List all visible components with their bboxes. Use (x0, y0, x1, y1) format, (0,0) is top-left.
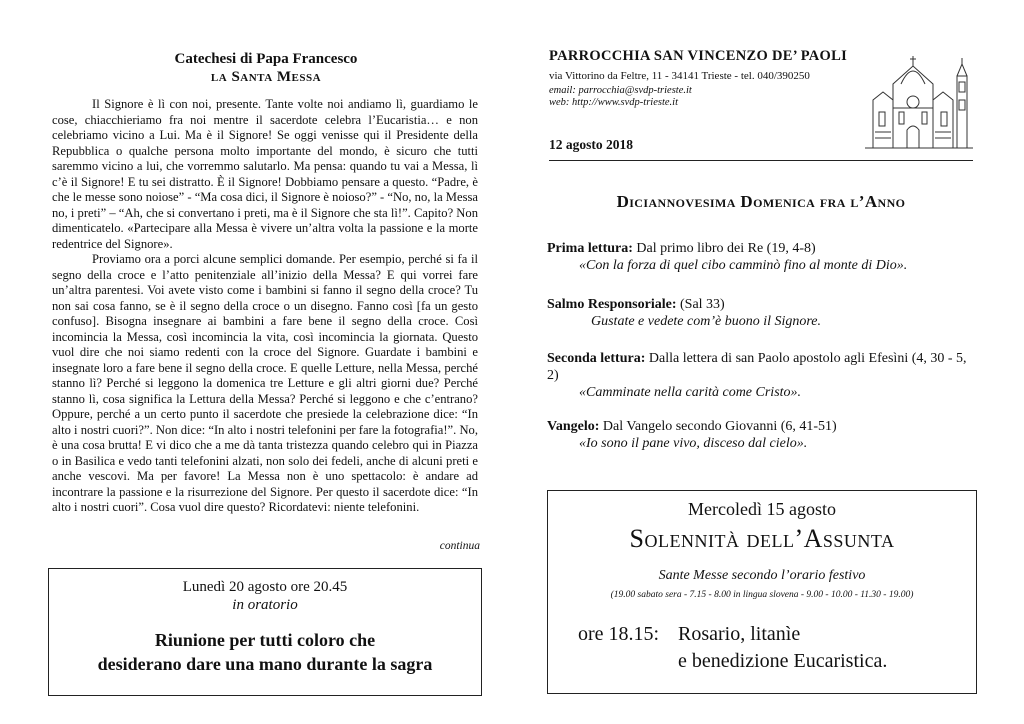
right-page (512, 0, 1024, 724)
catechesis-subtitle: la Santa Messa (210, 69, 322, 85)
reading-source: Dal Vangelo secondo Giovanni (6, 41-51) (599, 419, 837, 434)
feast-day: Mercoledì 15 agosto (688, 499, 836, 519)
meeting-title (49, 628, 481, 676)
catechesis-body (52, 97, 478, 516)
masses-note: Sante Messe secondo l’orario festivo (658, 568, 866, 583)
rosary-event-2: e benedizione Eucaristica. (678, 650, 888, 672)
parish-web: web: http://www.svdp-trieste.it (549, 97, 679, 108)
reading-label: Seconda lettura: (547, 351, 646, 366)
continua-note: continua (439, 540, 480, 552)
reading-label: Vangelo: (547, 419, 600, 434)
catechesis-title: Catechesi di Papa Francesco (174, 51, 358, 67)
parish-address: via Vittorino da Feltre, 11 - 34141 Trieste - tel. 040/390250 (549, 70, 810, 82)
reading-label: Salmo Responsoriale: (547, 297, 677, 312)
reading-psalm (547, 296, 977, 330)
meeting-title-line-2: desiderano dare una mano durante la sagra (97, 654, 433, 674)
assumption-box (547, 490, 977, 694)
meeting-box (48, 568, 482, 696)
reading-source: (Sal 33) (676, 297, 725, 312)
reading-quote: «Io sono il pane vivo, disceso dal cielo». (579, 436, 808, 451)
rosary-time: ore 18.15: (578, 623, 660, 645)
rosary-schedule (578, 621, 887, 675)
reading-source: Dalla lettera di san Paolo apostolo agli Efesìni (4, 30 - 5, 2) (547, 351, 967, 383)
meeting-date: Lunedì 20 agosto ore 20.45 (182, 579, 348, 595)
reading-label: Prima lettura: (547, 241, 633, 256)
parish-name: PARROCCHIA SAN VINCENZO DE’ PAOLI (549, 48, 848, 64)
reading-first (547, 240, 977, 274)
rosary-event-1: Rosario, litanìe (678, 623, 801, 645)
reading-quote: «Con la forza di quel cibo camminò fino al monte di Dio». (579, 258, 908, 273)
paragraph-1: Il Signore è lì con noi, presente. Tante volte noi andiamo lì, guardiamo le cose, chiacchieriamo fra noi mentre il sacerdote celebra l’Eucaristia… e non celebriamo vicino a Lui. Ma è il Signore! Se oggi venisse qui il Presidente della Repubblica o qualche persona molto importante del mondo, è sicuro che tutti saremmo vicino a lui, che vorremmo salutarlo. Ma pensa: quando tu vai a Messa, lì c’è il Signore! E tu sei distratto. È il Signore! Dobbiamo pensare a questo. “Padre, è che le messe sono noiose” - “Ma cosa dici, il Signore è noioso?” - “No, no, la Messa no, i preti” – “Ah, che si convertano i preti, ma è il Signore che sta lì!”. Capito? Non dimenticatelo. «Partecipare alla Messa è vivere un’altra volta la passione e la morte redentrice del Signore». (52, 97, 478, 251)
feast-title: Solennità dell’Assunta (629, 524, 895, 553)
reading-source: Dal primo libro dei Re (19, 4-8) (632, 241, 816, 256)
paragraph-2: Proviamo ora a porci alcune semplici domande. Per esempio, perché si fa il segno della croce e l’atto penitenziale all’inizio della Messa? E qui vorrei fare un’altra parentesi. Voi avete visto come i bambini si fanno il segno della croce? Tu non sai cosa fanno, se è il segno della croce o un disegno. Fanno così [fa un gesto confuso]. Bisogna insegnare ai bambini a fare bene il segno della croce. Così incomincia la Messa, così incomincia la vita, così incomincia la giornata. Questo vuol dire che noi siamo redenti con la croce del Signore. Guardate i bambini e insegnate loro a fare bene il segno della croce. E quelle Letture, nella Messa, perché stanno lì? Perché si leggono la domenica tre Letture e gli altri giorni due? Perché stanno lì, cosa significa la Lettura della Messa? Perché si leggono e che c’entrano? Oppure, perché a un certo punto il sacerdote che presiede la celebrazione dice: “In alto i nostri cuori?”. Non dice: “In alto i nostri telefonini per fare la fotografia!”. No, è una cosa brutta! E vi dico che a me dà tanta tristezza quando celebro qui in Piazza o in Basilica e vedo tanti telefonini alzati, non solo dei fedeli, anche di alcuni preti e anche vescovi. Ma per favore! La Messa non è uno spettacolo: è andare ad incontrare la passione e la risurrezione del Signore. Per questo il sacerdote dice: “In alto i nostri cuori”. Cosa vuol dire questo? Ricordatevi: niente telefonini. (52, 252, 478, 514)
reading-second (547, 350, 977, 401)
church-icon (855, 48, 975, 152)
sunday-title: Diciannovesima Domenica fra l’Anno (616, 192, 906, 211)
reading-quote: «Camminate nella carità come Cristo». (579, 385, 802, 400)
masses-schedule: (19.00 sabato sera - 7.15 - 8.00 in lingua slovena - 9.00 - 10.00 - 11.30 - 19.00) (610, 590, 914, 600)
meeting-title-line-1: Riunione per tutti coloro che (154, 630, 376, 650)
meeting-place: in oratorio (232, 597, 298, 613)
header-rule (549, 160, 973, 161)
parish-email: email: parrocchia@svdp-trieste.it (549, 85, 692, 96)
bulletin-date: 12 agosto 2018 (549, 137, 633, 152)
reading-quote: Gustate e vedete com’è buono il Signore. (591, 314, 822, 329)
reading-gospel (547, 418, 977, 452)
